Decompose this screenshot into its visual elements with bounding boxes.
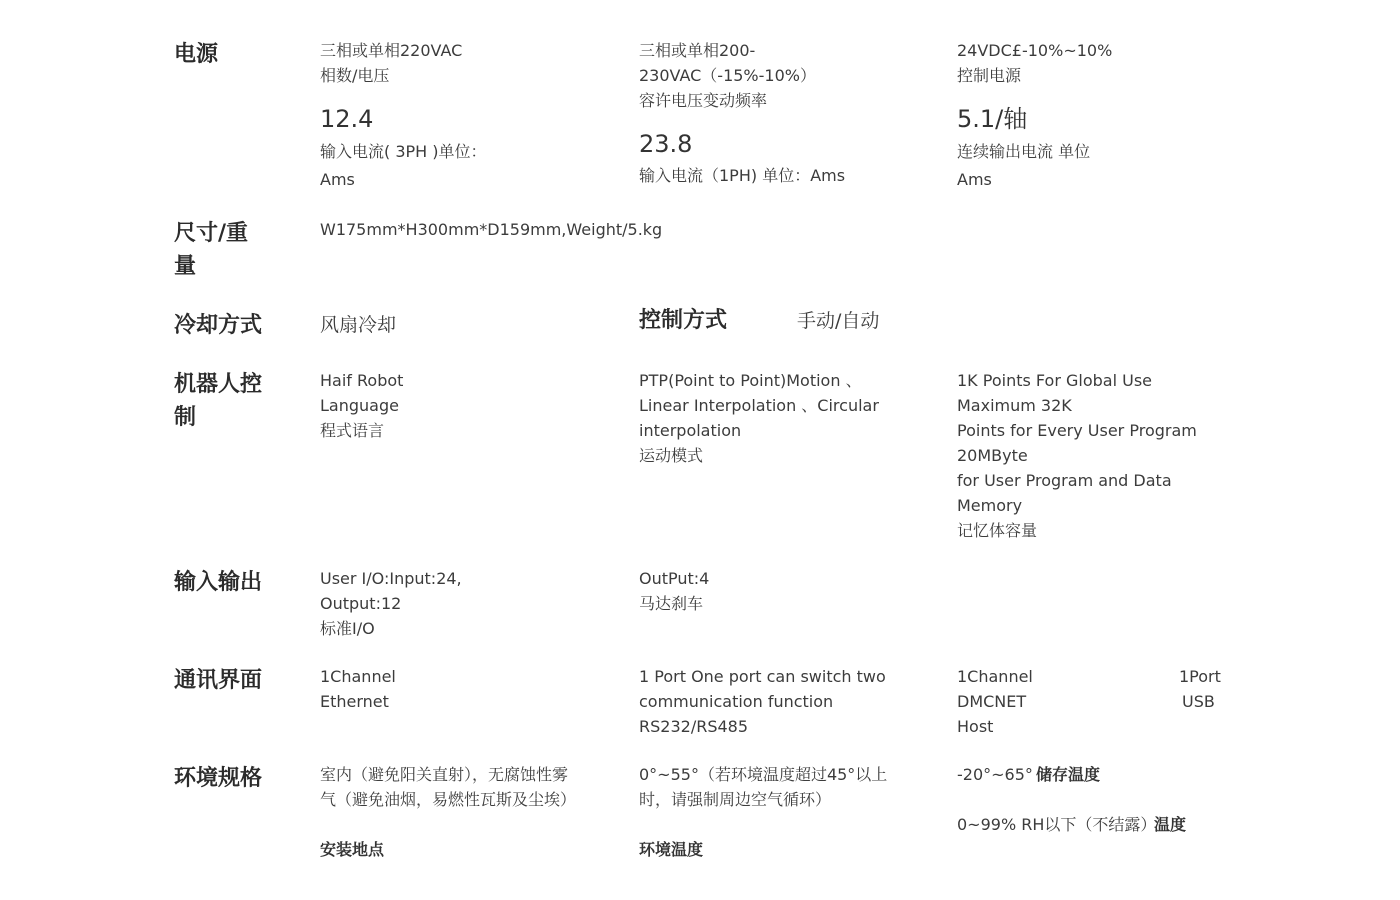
power-c2-value: 23.8 [639, 130, 693, 158]
robot-c2-line4: 运动模式 [639, 446, 704, 465]
env-c1-title: 安装地点 [320, 840, 385, 859]
io-c2-line1: OutPut:4 [639, 569, 710, 588]
robot-c3-line4: 20MByte [957, 446, 1028, 465]
env-c3-line2-value: 0~99% RH以下（不结露） [957, 815, 1157, 834]
robot-c3-line5: for User Program and Data [957, 471, 1172, 490]
env-c2-title: 环境温度 [639, 840, 704, 859]
env-c1-line2: 气（避免油烟，易燃性瓦斯及尘埃） [320, 790, 577, 809]
robot-c3-line6: Memory [957, 496, 1023, 515]
robot-c1-line1: Haif Robot [320, 371, 404, 390]
comm-c3-line2: DMCNET [957, 692, 1027, 711]
env-c2-line2: 时，请强制周边空气循环） [639, 790, 832, 809]
comm-c1-line2: Ethernet [320, 692, 389, 711]
io-c1-line3: 标准I/O [320, 619, 375, 638]
comm-c2-line3: RS232/RS485 [639, 717, 749, 736]
power-c3-value: 5.1/轴 [957, 105, 1028, 133]
control-mode-label: 控制方式 [639, 308, 728, 333]
env-c3-line1-title: 储存温度 [1036, 765, 1101, 784]
comm-c3-line3: Host [957, 717, 994, 736]
row-label-env: 环境规格 [174, 766, 263, 791]
power-c1-unit1: 输入电流( 3PH )单位： [320, 142, 487, 161]
comm-c3-line1: 1Channel [957, 667, 1033, 686]
io-c1-line2: Output:12 [320, 594, 402, 613]
robot-c1-line2: Language [320, 396, 399, 415]
power-c2-line1: 三相或单相200- [639, 41, 756, 60]
row-label-io: 输入输出 [174, 570, 263, 595]
size-value: W175mm*H300mm*D159mm,Weight/5.kg [320, 220, 663, 239]
cooling-value: 风扇冷却 [320, 314, 397, 336]
comm-c2-line2: communication function [639, 692, 834, 711]
power-c1-value: 12.4 [320, 105, 374, 133]
comm-c2-line1: 1 Port One port can switch two [639, 667, 886, 686]
robot-c3-line2: Maximum 32K [957, 396, 1072, 415]
power-c1-unit2: Ams [320, 170, 355, 189]
comm-c1-line1: 1Channel [320, 667, 396, 686]
env-c1-line1: 室内（避免阳关直射），无腐蚀性雾 [320, 765, 569, 784]
row-label-robot-line1: 机器人控 [174, 372, 263, 397]
power-c3-line1: 24VDC£-10%~10% [957, 41, 1113, 60]
comm-c4-line1: 1Port [1179, 667, 1221, 686]
row-label-comm: 通讯界面 [174, 668, 263, 693]
robot-c3-line3: Points for Every User Program [957, 421, 1197, 440]
power-c2-line2: 230VAC（-15%-10%） [639, 66, 816, 85]
power-c2-unit: 输入电流（1PH) 单位：Ams [639, 166, 846, 185]
row-label-power: 电源 [174, 42, 219, 67]
io-c2-line2: 马达刹车 [639, 594, 704, 613]
env-c3-line1-value: -20°~65° [957, 765, 1033, 784]
row-label-robot-line2: 制 [174, 405, 197, 430]
robot-c2-line3: interpolation [639, 421, 742, 440]
row-label-cooling: 冷却方式 [174, 313, 263, 338]
robot-c2-line1: PTP(Point to Point)Motion 、 [639, 371, 862, 390]
power-c3-unit1: 连续输出电流 单位 [957, 142, 1091, 161]
robot-c3-line7: 记忆体容量 [957, 521, 1038, 540]
robot-c3-line1: 1K Points For Global Use [957, 371, 1153, 390]
power-c1-line1: 三相或单相220VAC [320, 41, 463, 60]
comm-c4-line2: USB [1182, 692, 1215, 711]
robot-c2-line2: Linear Interpolation 、Circular [639, 396, 879, 415]
power-c3-unit2: Ams [957, 170, 992, 189]
row-label-size-line1: 尺寸/重 [174, 221, 249, 246]
power-c1-line2: 相数/电压 [320, 66, 390, 85]
power-c3-line2: 控制电源 [957, 66, 1022, 85]
row-label-size-line2: 量 [174, 254, 197, 279]
env-c3-line2-title: 温度 [1154, 815, 1187, 834]
io-c1-line1: User I/O:Input:24, [320, 569, 462, 588]
robot-c1-line3: 程式语言 [320, 421, 385, 440]
env-c2-line1: 0°~55°（若环境温度超过45°以上 [639, 765, 888, 784]
power-c2-line3: 容许电压变动频率 [639, 91, 768, 110]
control-mode-value: 手动/自动 [797, 310, 880, 332]
